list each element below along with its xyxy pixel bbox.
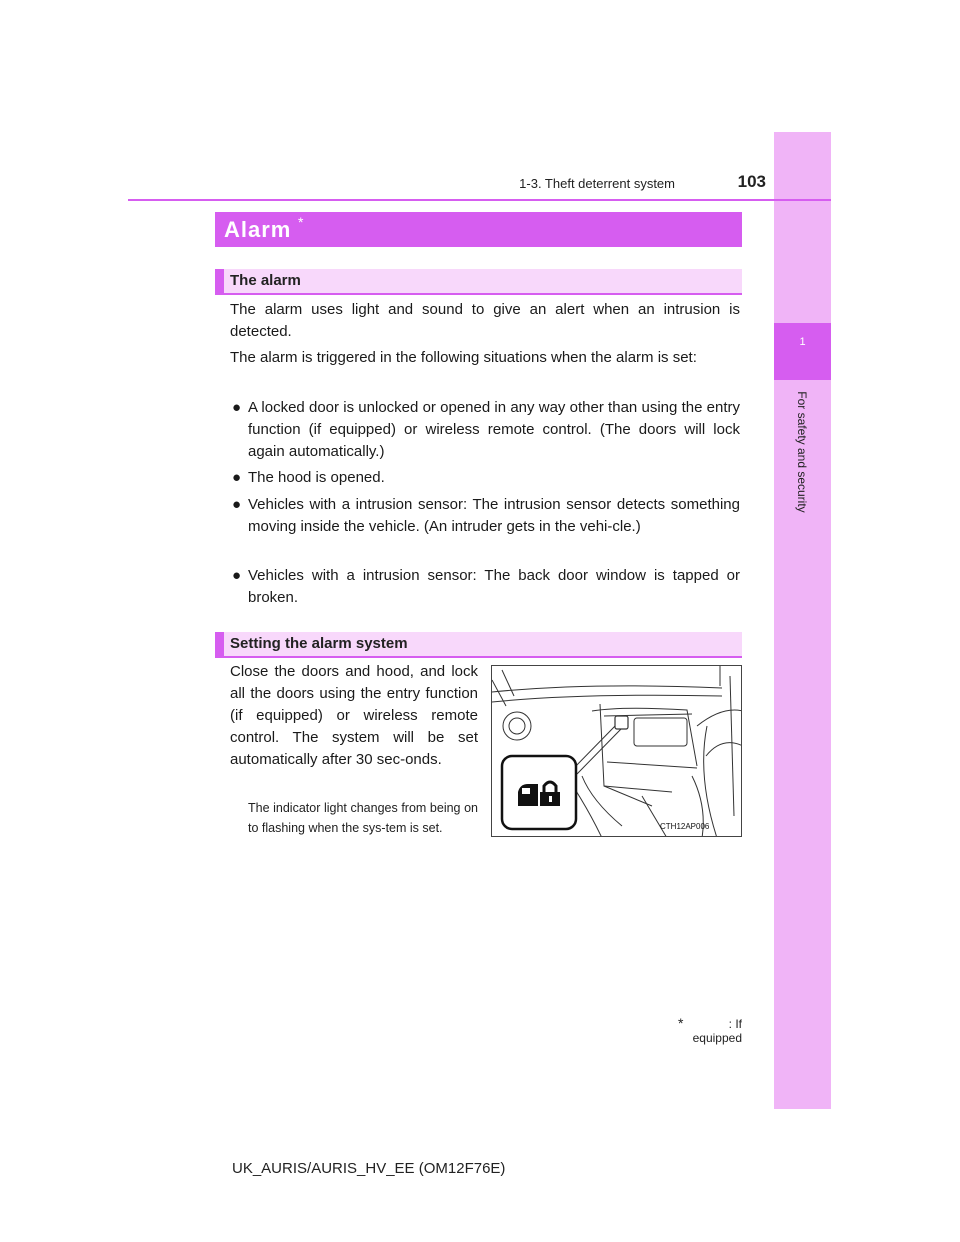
list-item-text: Vehicles with a intrusion sensor: The intrusion sensor detects something moving inside the vehicle. (An intruder gets in the vehi-cle.) xyxy=(248,496,740,535)
footnote-marker: * xyxy=(678,1015,684,1031)
note: The indicator light changes from being on to flashing when the sys-tem is set. xyxy=(248,801,478,835)
paragraph: The alarm uses light and sound to give an alert when an intrusion is detected. xyxy=(230,301,740,340)
section-heading: The alarm xyxy=(230,272,301,289)
section-heading-bar xyxy=(215,269,742,295)
bullet-icon: ● xyxy=(232,469,242,486)
chapter-number: 1 xyxy=(799,336,806,348)
list-item xyxy=(230,397,740,463)
section-header: 1-3. Theft deterrent system xyxy=(519,176,675,191)
list-item-text: The hood is opened. xyxy=(248,469,385,486)
page-title: Alarm xyxy=(224,217,292,242)
footnote: : If equipped xyxy=(692,1017,742,1045)
list-item-text: A locked door is unlocked or opened in any way other than using the entry function (if equipped) or wireless remote control. (The doors will lock again automatically.) xyxy=(248,399,740,460)
bullet-icon: ● xyxy=(232,567,242,584)
list-item xyxy=(230,565,740,609)
title-marker: * xyxy=(298,214,304,230)
list-item-text: Vehicles with a intrusion sensor: The back door window is tapped or broken. xyxy=(248,567,740,606)
paragraph: The alarm is triggered in the following situations when the alarm is set: xyxy=(230,349,697,366)
model-code: UK_AURIS/AURIS_HV_EE (OM12F76E) xyxy=(232,1160,506,1177)
list-item xyxy=(230,467,740,489)
section-heading-bar xyxy=(215,632,742,658)
section-heading: Setting the alarm system xyxy=(230,635,408,652)
header-divider xyxy=(128,199,831,201)
figure-code: CTH12AP006 xyxy=(660,822,710,831)
bullet-icon: ● xyxy=(232,496,242,513)
chapter-sidebar xyxy=(774,132,831,1109)
dashboard-drawing xyxy=(492,666,742,837)
paragraph: Close the doors and hood, and lock all the doors using the entry function (if equipped) or wireless remote control. The system will be set automatically after 30 sec-onds. xyxy=(230,663,478,768)
bullet-icon: ● xyxy=(232,399,242,416)
chapter-title: For safety and security xyxy=(795,391,809,513)
page-number: 103 xyxy=(737,172,766,191)
dashboard-illustration xyxy=(491,665,742,837)
list-item xyxy=(230,494,740,538)
title-bar xyxy=(215,212,742,247)
